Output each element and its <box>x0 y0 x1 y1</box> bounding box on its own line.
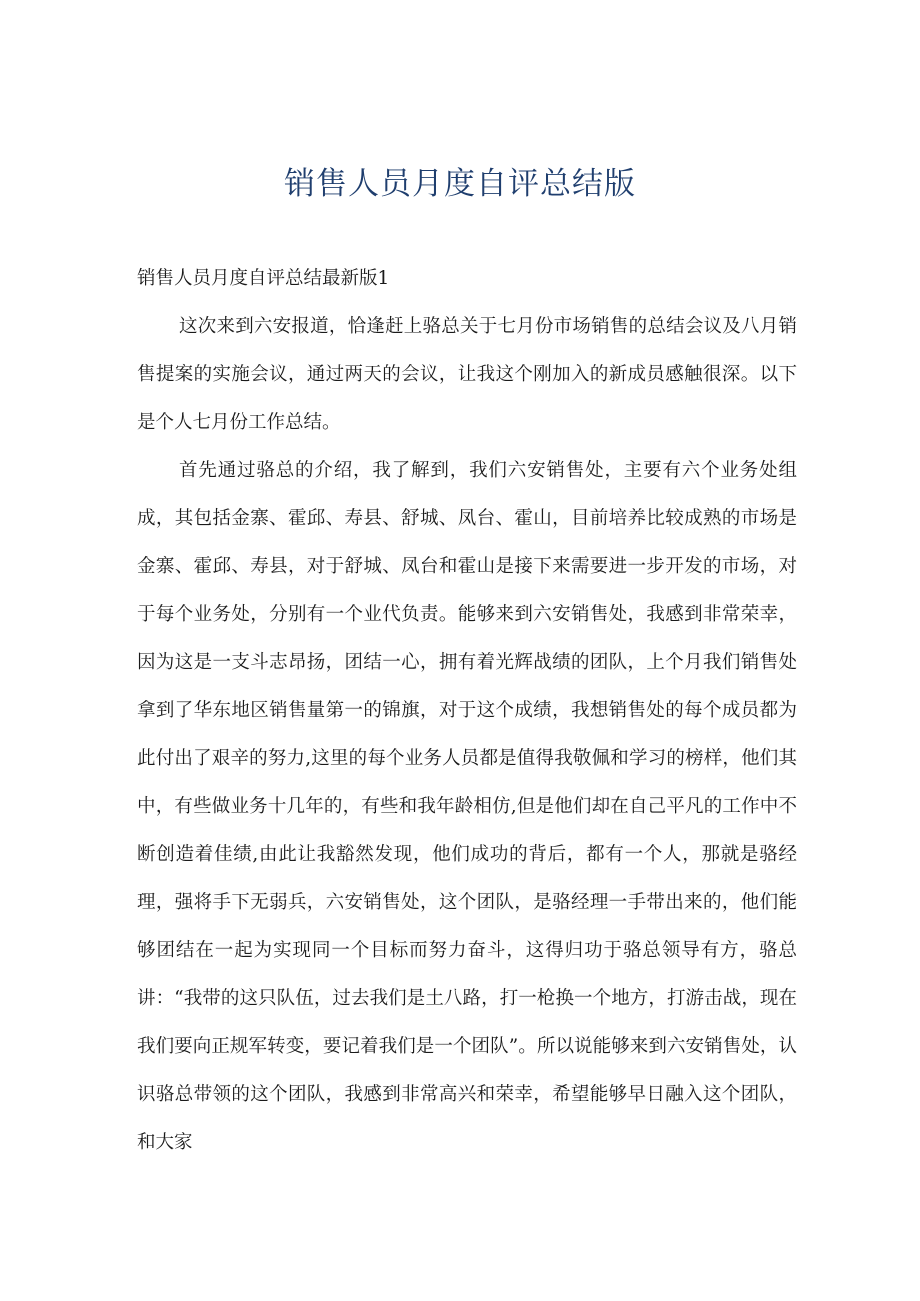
document-subtitle: 销售人员月度自评总结最新版1 <box>137 268 390 289</box>
paragraph-2: 首先通过骆总的介绍，我了解到，我们六安销售处，主要有六个业务处组成，其包括金寨、霍邱、寿县、舒城、凤台、霍山，目前培养比较成熟的市场是金寨、霍邱、寿县，对于舒城、凤台和霍山是接下来需要进一步开发的市场，对于每个业务处，分别有一个业代负责。能够来到六安销售处，我感到非常荣幸，因为这是一支斗志昂扬，团结一心，拥有着光辉战绩的团队，上个月我们销售处拿到了华东地区销售量第一的锦旗，对于这个成绩，我想销售处的每个成员都为此付出了艰辛的努力,这里的每个业务人员都是值得我敬佩和学习的榜样，他们其中，有些做业务十几年的，有些和我年龄相仿,但是他们却在自己平凡的工作中不断创造着佳绩,由此让我豁然发现，他们成功的背后，都有一个人，那就是骆经理，强将手下无弱兵，六安销售处，这个团队，是骆经理一手带出来的，他们能够团结在一起为实现同一个目标而努力奋斗，这得归功于骆总领导有方，骆总讲：“我带的这只队伍，过去我们是土八路，打一枪换一个地方，打游击战，现在我们要向正规军转变，要记着我们是一个团队”。所以说能够来到六安销售处，认识骆总带领的这个团队，我感到非常高兴和荣幸，希望能够早日融入这个团队，和大家 <box>137 460 797 1153</box>
document-title: 销售人员月度自评总结版 <box>284 166 636 202</box>
paragraph-1: 这次来到六安报道，恰逢赶上骆总关于七月份市场销售的总结会议及八月销售提案的实施会议，通过两天的会议，让我这个刚加入的新成员感触很深。以下是个人七月份工作总结。 <box>137 316 797 433</box>
